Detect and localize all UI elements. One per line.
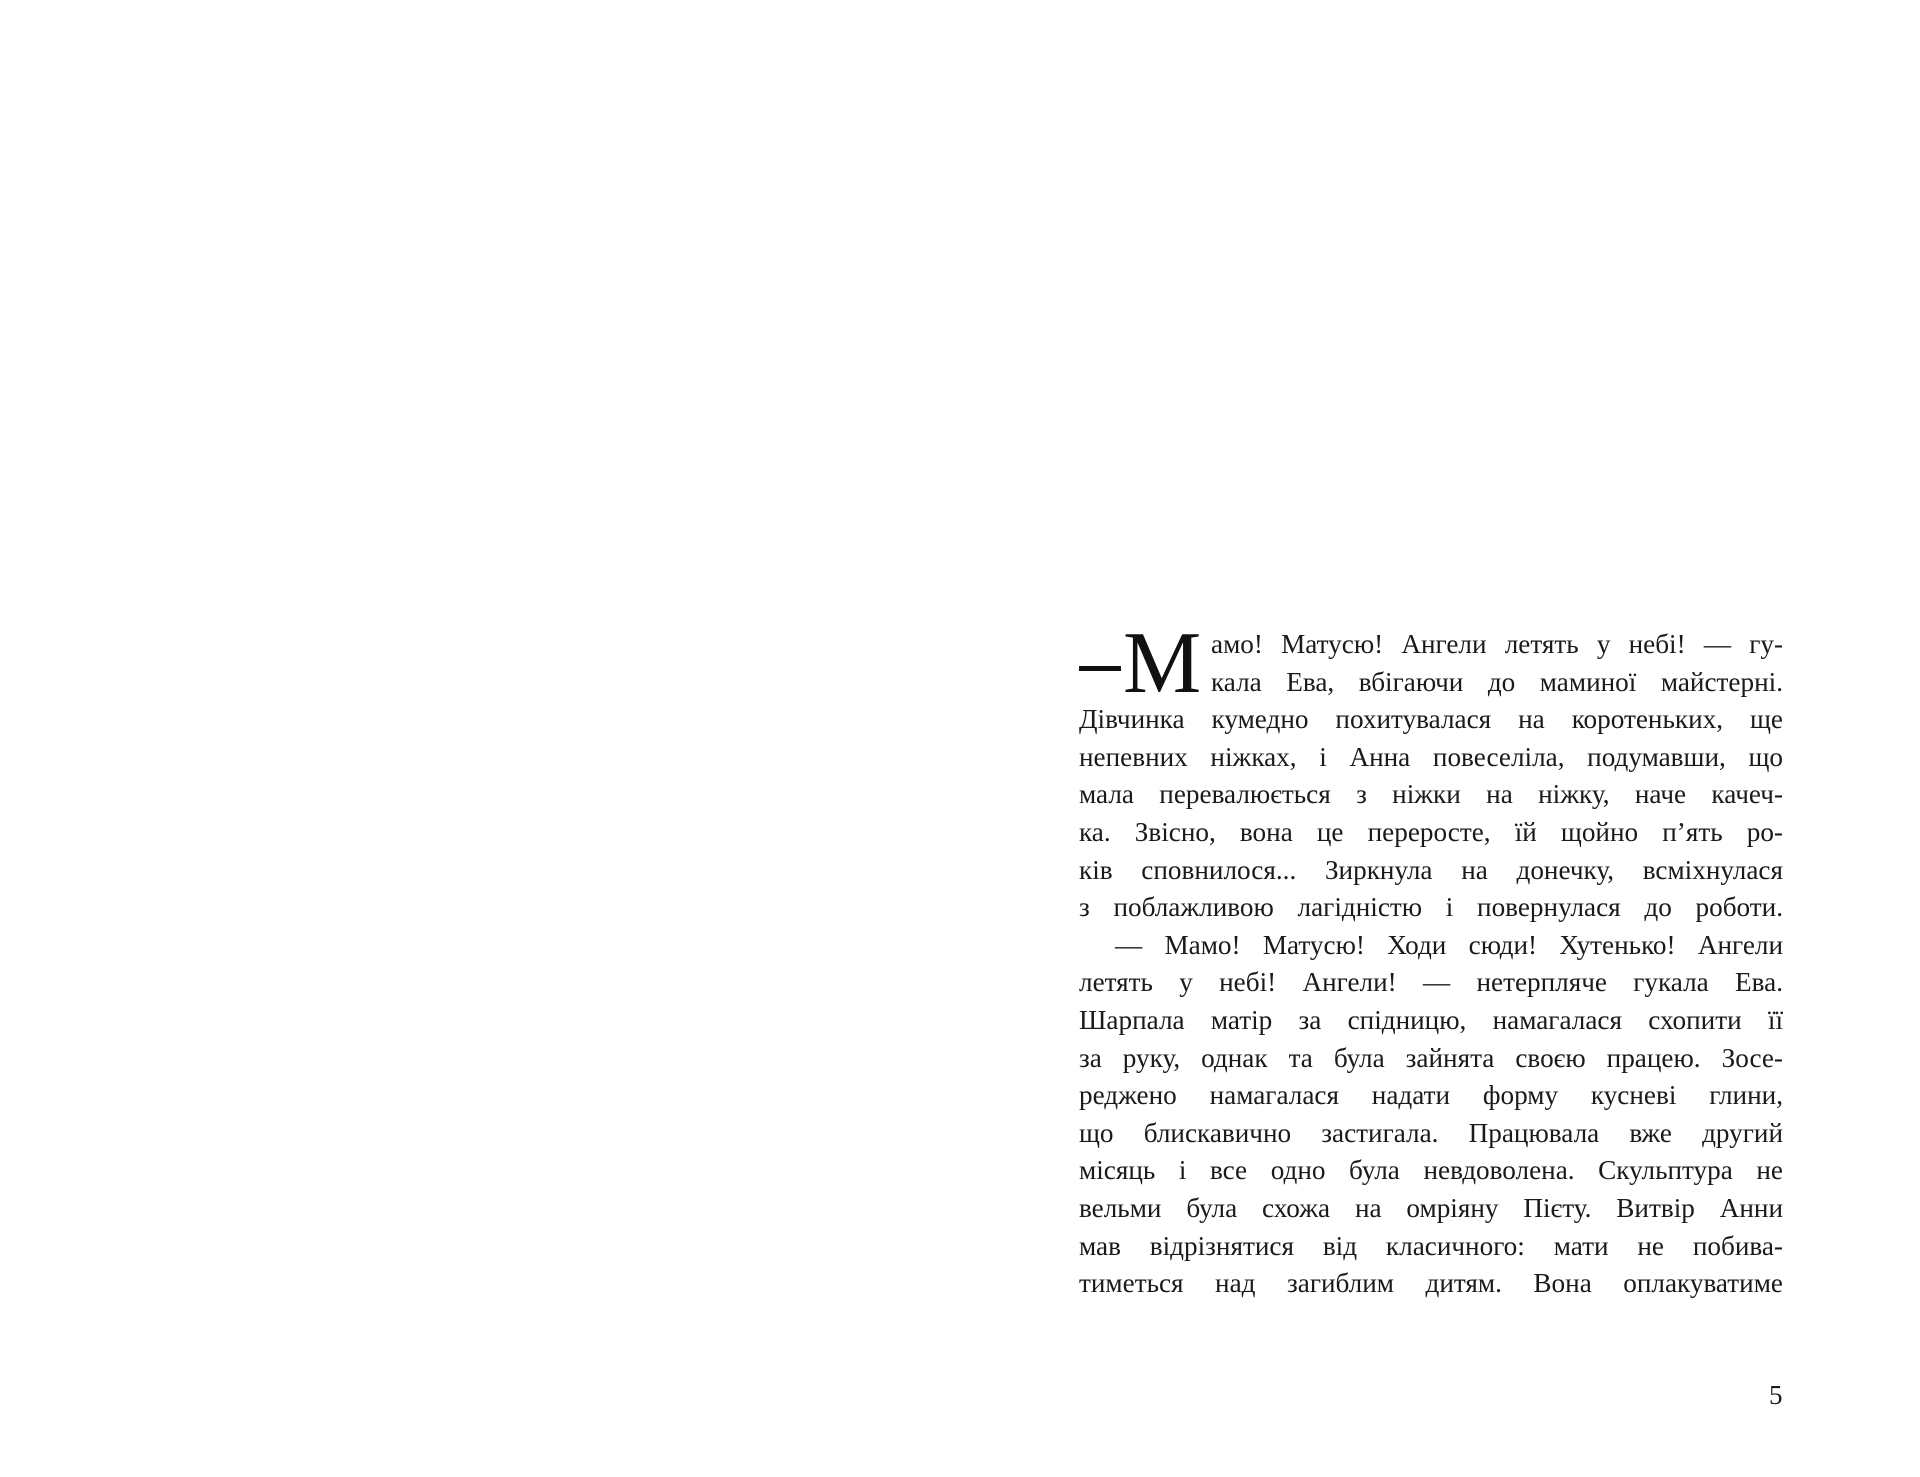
- text-line: мав відрізнятися від класичного: мати не побива-: [1079, 1230, 1783, 1261]
- page-number: 5: [1769, 1380, 1783, 1410]
- drop-cap-dash: [1079, 666, 1121, 671]
- text-line: місяць і все одно була невдоволена. Скульптура не: [1079, 1155, 1783, 1186]
- text-line: з поблажливою лагідністю і повернулася до роботи.: [1079, 892, 1783, 923]
- text-line: ків сповнилося... Зиркнула на донечку, всміхнулася: [1079, 854, 1783, 885]
- body-text: [1079, 615, 1783, 1303]
- text-line: Дівчинка кумедно похитувалася на коротеньких, ще: [1079, 704, 1783, 735]
- text-line: — Мамо! Матусю! Ходи сюди! Хутенько! Ангели: [1115, 929, 1783, 960]
- text-line: кала Ева, вбігаючи до маминої майстерні.: [1211, 666, 1783, 697]
- text-line: Шарпала матір за спідницю, намагалася схопити її: [1079, 1004, 1783, 1035]
- text-line: що блискавично застигала. Працювала вже другий: [1079, 1117, 1783, 1148]
- text-line: реджено намагалася надати форму кусневі глини,: [1079, 1080, 1783, 1111]
- text-line: летять у небі! Ангели! — нетерпляче гукала Ева.: [1079, 967, 1783, 998]
- text-line: за руку, однак та була зайнята своєю працею. Зосе-: [1079, 1042, 1783, 1073]
- text-line: непевних ніжках, і Анна повеселіла, подумавши, що: [1079, 741, 1783, 772]
- text-line: тиметься над загиблим дитям. Вона оплакуватиме: [1079, 1268, 1783, 1299]
- drop-cap-letter: М: [1123, 615, 1202, 712]
- text-line: вельми була схожа на омріяну Пієту. Витвір Анни: [1079, 1192, 1783, 1223]
- opening-paragraph: [1079, 615, 1783, 927]
- second-paragraph: [1079, 927, 1783, 1303]
- text-line: ка. Звісно, вона це переросте, їй щойно п’ять ро-: [1079, 816, 1783, 847]
- text-line: мала перевалюється з ніжки на ніжку, наче качеч-: [1079, 779, 1783, 810]
- text-line: амо! Матусю! Ангели летять у небі! — гу-: [1211, 629, 1783, 659]
